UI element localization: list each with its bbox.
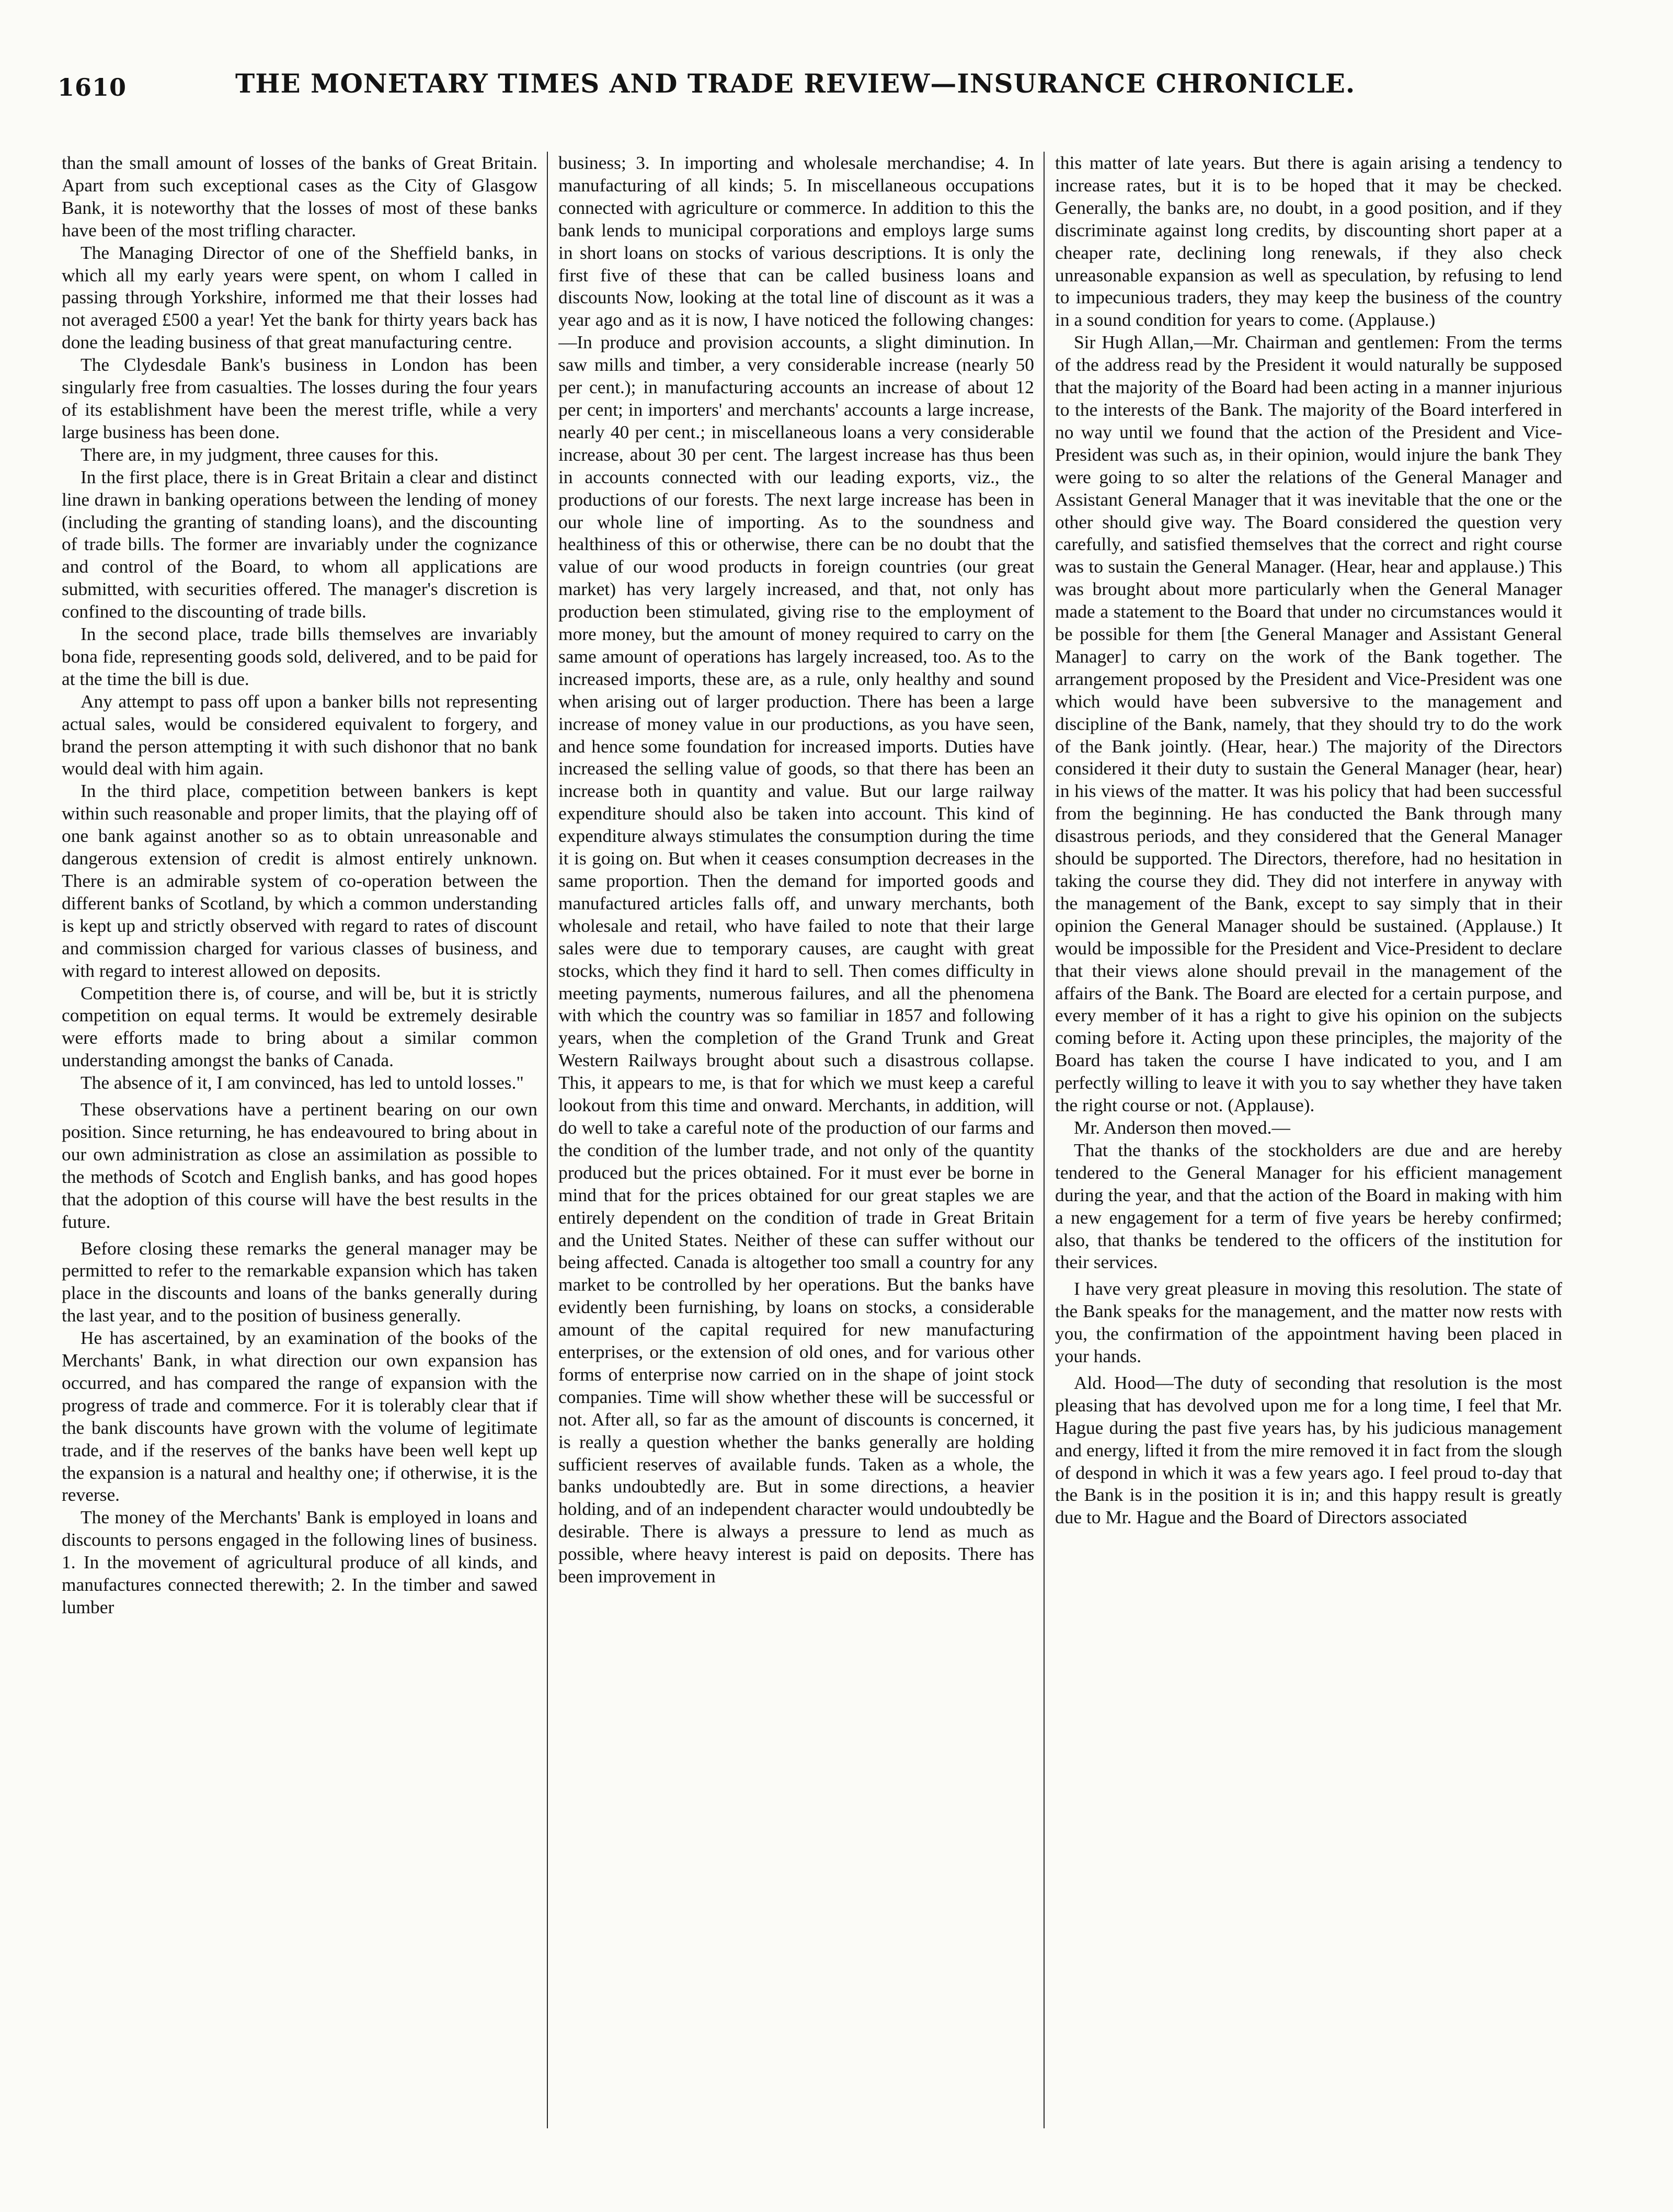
paragraph: this matter of late years. But there is again arising a tendency to increase rates, but it is to be hoped that it may be checked. Generally, the banks are, no doubt, in a good position, and if they discriminate against long credits, by discounting short paper at a cheaper rate, declining long renewals, if they also check unreasonable expansion as well as speculation, by refusing to lend to impecunious traders, they may keep the business of the country in a sound condition for years to come. (Applause.) bbox=[1055, 152, 1562, 330]
paragraph: The Clydesdale Bank's business in London has been singularly free from casualties. The losses during the four years of its establishment have been the merest trifle, while a very large business has been done. bbox=[62, 354, 537, 442]
paragraph: Before closing these remarks the general manager may be permitted to refer to the remarkable expansion which has taken place in the discounts and loans of the banks generally during the last year, and to the position of business generally. bbox=[62, 1237, 537, 1326]
paragraph: That the thanks of the stockholders are due and are hereby tendered to the General Manager for his efficient management during the year, and that the action of the Board in making with him a new engagement for a term of five years be hereby confirmed; also, that thanks be tendered to the officers of the institution for their services. bbox=[1055, 1139, 1562, 1273]
article-column-1 bbox=[62, 152, 537, 2128]
paragraph: The Managing Director of one of the Sheffield banks, in which all my early years were spent, on whom I called in passing through Yorkshire, informed me that their losses had not averaged £500 a year! Yet the bank for thirty years back has done the leading business of that great manufacturing centre. bbox=[62, 242, 537, 353]
paragraph: He has ascertained, by an examination of the books of the Merchants' Bank, in what direction our own expansion has occurred, and has compared the range of expansion with the progress of trade and commerce. For it is tolerably clear that if the bank discounts have grown with the volume of legitimate trade, and if the reserves of the banks have been well kept up the expansion is a natural and healthy one; if otherwise, it is the reverse. bbox=[62, 1327, 537, 1506]
paragraph: Ald. Hood—The duty of seconding that resolution is the most pleasing that has devolved upon me for a long time, I feel that Mr. Hague during the past five years has, by his judicious management and energy, lifted it from the mire removed it in fact from the slough of despond in which it was a few years ago. I feel proud to-day that the Bank is in the position it is in; and this happy result is greatly due to Mr. Hague and the Board of Directors associated bbox=[1055, 1372, 1562, 1528]
page-number: 1610 bbox=[58, 73, 127, 101]
paragraph: The absence of it, I am convinced, has led to untold losses." bbox=[81, 1072, 524, 1093]
paragraph: Sir Hugh Allan,—Mr. Chairman and gentlemen: From the terms of the address read by the President it would naturally be supposed that the majority of the Board had been acting in a manner injurious to the interests of the Bank. The majority of the Board interfered in no way until we found that the action of the President and Vice-President was such as, in their opinion, would injure the bank They were going to so alter the relations of the General Manager and Assistant General Manager that it was inevitable that the one or the other should give way. The Board considered the question very carefully, and satisfied themselves that the correct and right course was to sustain the General Manager. (Hear, hear and applause.) This was brought about more particularly when the General Manager made a statement to the Board that under no circumstances would it be possible for them [the General Manager and Assistant General Manager] to carry on the work of the Bank together. The arrangement proposed by the President and Vice-President was one which would have been subversive to the management and discipline of the Bank, namely, that they should try to do the work of the Bank jointly. (Hear, hear.) The majority of the Directors considered it their duty to sustain the General Manager (hear, hear) in his views of the matter. It was his policy that had been successful from the beginning. He has conducted the Bank through many disastrous periods, and they considered that the General Manager should be supported. The Directors, therefore, had no hesitation in taking the course they did. They did not interfere in anyway with the management of the Bank, except to say simply that in their opinion the General Manager should be sustained. (Applause.) It would be impossible for the President and Vice-President to declare that their views alone should prevail in the management of the affairs of the Bank. The Board are elected for a certain purpose, and every member of it has a right to give his opinion on the subjects coming before it. Acting upon these principles, the majority of the Board has taken the course I have indicated to you, and I am perfectly willing to leave it with you to say whether they have taken the right course or not. (Applause). bbox=[1055, 332, 1562, 1116]
page-header bbox=[58, 68, 1563, 115]
paragraph: Any attempt to pass off upon a banker bills not representing actual sales, would be considered equivalent to forgery, and brand the person attempting it with such dishonor that no bank would deal with him again. bbox=[62, 690, 537, 779]
paragraph: I have very great pleasure in moving this resolution. The state of the Bank speaks for the management, and the matter now rests with you, the confirmation of the appointment having been placed in your hands. bbox=[1055, 1278, 1562, 1367]
paragraph: Competition there is, of course, and will be, but it is strictly competition on equal terms. It would be extremely desirable were efforts made to bring about a similar common understanding amongst the banks of Canada. bbox=[62, 982, 537, 1071]
article-column-3 bbox=[1055, 152, 1562, 2128]
paragraph: In the second place, trade bills themselves are invariably bona fide, representing goods sold, delivered, and to be paid for at the time the bill is due. bbox=[62, 623, 537, 689]
column-divider bbox=[547, 152, 548, 2128]
paragraph: than the small amount of losses of the banks of Great Britain. Apart from such exceptional cases as the City of Glasgow Bank, it is noteworthy that the losses of most of these banks have been of the most trifling character. bbox=[62, 152, 537, 241]
paragraph: There are, in my judgment, three causes for this. bbox=[81, 443, 439, 465]
masthead-title: THE MONETARY TIMES AND TRADE REVIEW—INSURANCE CHRONICLE. bbox=[235, 68, 1356, 99]
paragraph: The money of the Merchants' Bank is employed in loans and discounts to persons engaged in the following lines of business. 1. In the movement of agricultural produce of all kinds, and manufactures connected therewith; 2. In the timber and sawed lumber bbox=[62, 1507, 537, 1617]
paragraph: In the first place, there is in Great Britain a clear and distinct line drawn in banking operations between the lending of money (including the granting of standing loans), and the discounting of trade bills. The former are invariably under the cognizance and control of the Board, to whom all applications are submitted, with securities offered. The manager's discretion is confined to the discounting of trade bills. bbox=[62, 466, 537, 622]
paragraph: These observations have a pertinent bearing on our own position. Since returning, he has endeavoured to bring about in our own administration as close an assimilation as possible to the methods of Scotch and English banks, and has good hopes that the adoption of this course will have the best results in the future. bbox=[62, 1099, 537, 1232]
paragraph: business; 3. In importing and wholesale merchandise; 4. In manufacturing of all kinds; 5. In miscellaneous occupations connected with agriculture or commerce. In addition to this the bank lends to municipal corporations and employs large sums in short loans on stocks of various descriptions. It is only the first five of these that can be called business loans and discounts Now, looking at the total line of discount as it was a year ago and as it is now, I have noticed the following changes:—In produce and provision accounts, a slight diminution. In saw mills and timber, a very considerable increase (nearly 50 per cent.); in manufacturing accounts an increase of about 12 per cent; in importers' and merchants' accounts a large increase, nearly 40 per cent.; in miscellaneous loans a very considerable increase, about 30 per cent. The largest increase has thus been in accounts connected with our leading exports, viz., the productions of our forests. The next large increase has been in our whole line of importing. As to the soundness and healthiness of this or otherwise, there can be no doubt that the value of our wood products in foreign countries (our great market) has very largely increased, and that, not only has production been stimulated, giving rise to the employment of more money, but the amount of money required to carry on the same amount of operations has largely increased, too. As to the increased imports, these are, as a rule, only healthy and sound when arising out of larger production. There has been a large increase of money value in our productions, as you have seen, and hence some foundation for increased imports. Duties have increased the selling value of goods, so that there has been an increase both in quantity and value. But our large railway expenditure should also be taken into account. This kind of expenditure always stimulates the consumption during the time it is going on. But when it ceases consumption decreases in the same proportion. Then the demand for imported goods and manufactured articles falls off, and unwary merchants, both wholesale and retail, who have failed to note that their large sales were due to temporary causes, are caught with great stocks, which they find it hard to sell. Then comes difficulty in meeting payments, numerous failures, and all the phenomena with which the country was so familiar in 1857 and following years, when the completion of the Grand Trunk and Great Western Railways brought about such a disastrous collapse. This, it appears to me, is that for which we must keep a careful lookout from this time and onward. Merchants, in addition, will do well to take a careful note of the production of our farms and the condition of the lumber trade, and not only of the quantity produced but the prices obtained. For it must ever be borne in mind that for the prices obtained for our great staples we are entirely dependent on the condition of trade in Great Britain and the United States. Neither of these can suffer without our being affected. Canada is altogether too small a country for any market to be controlled by her operations. But the banks have evidently been furnishing, by loans on stocks, a considerable amount of the capital required for new manufacturing enterprises, or the extension of old ones, and for various other forms of enterprise now carried on in the shape of joint stock companies. Time will show whether these will be successful or not. After all, so far as the amount of discounts is concerned, it is really a question whether the banks generally are holding sufficient reserves of available funds. Taken as a whole, the banks undoubtedly are. But in some directions, a heavier holding, and of an independent character would undoubtedly be desirable. There is always a pressure to lend as much as possible, where heavy interest is paid on deposits. There has been improvement in bbox=[558, 152, 1034, 1587]
paragraph: Mr. Anderson then moved.— bbox=[1074, 1116, 1290, 1138]
article-column-2 bbox=[558, 152, 1034, 2128]
paragraph: In the third place, competition between bankers is kept within such reasonable and proper limits, that the playing off of one bank against another so as to obtain unreasonable and dangerous extension of credit is almost entirely unknown. There is an admirable system of co-operation between the different banks of Scotland, by which a common understanding is kept up and strictly observed with regard to rates of discount and commission charged for various classes of business, and with regard to interest allowed on deposits. bbox=[62, 780, 537, 981]
column-divider bbox=[1044, 152, 1045, 2128]
